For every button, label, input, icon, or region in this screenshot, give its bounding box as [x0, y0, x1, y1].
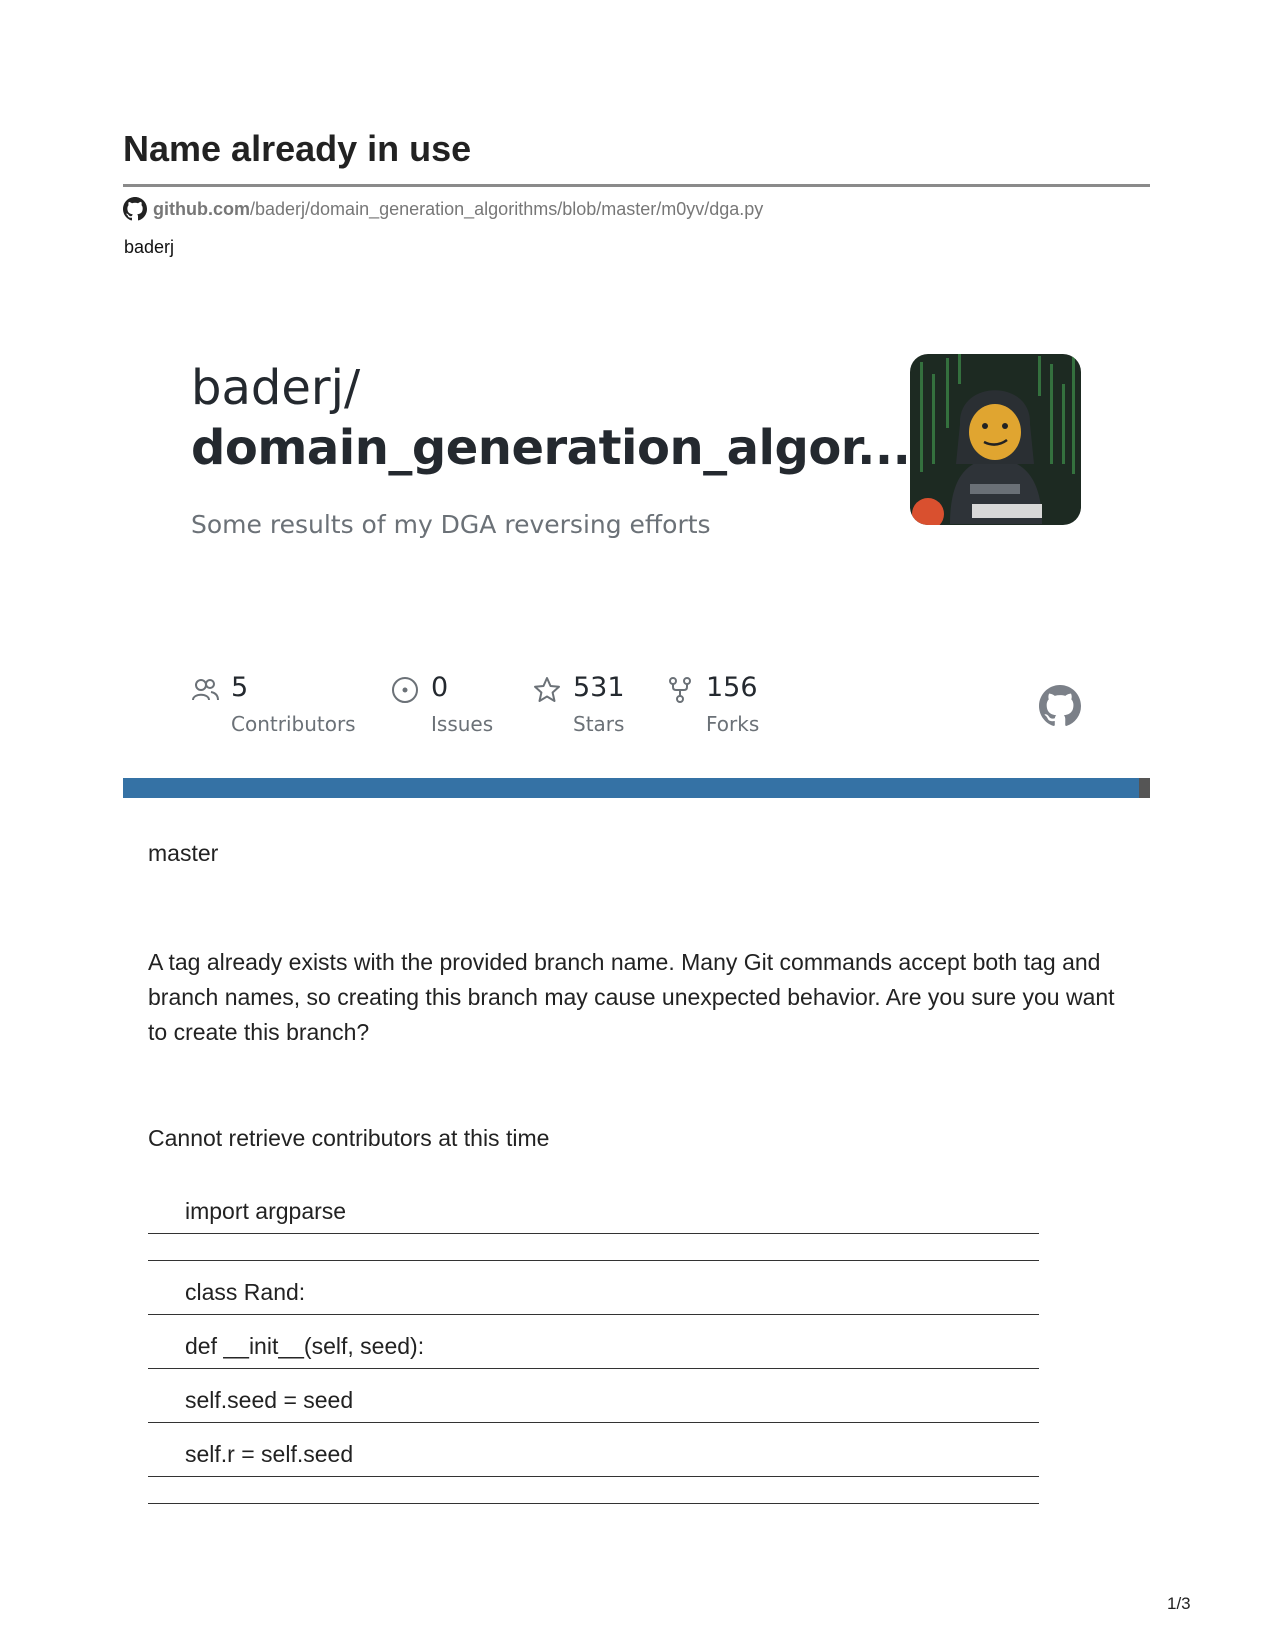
code-line — [148, 1315, 1039, 1369]
author-name: baderj — [124, 237, 175, 257]
code-line-text: def __init__(self, seed): — [185, 1333, 425, 1359]
source-link[interactable] — [123, 196, 763, 222]
page-number: 1/3 — [1167, 1594, 1191, 1613]
code-line — [148, 1261, 1039, 1315]
github-logo-icon — [1039, 685, 1081, 727]
code-line — [148, 1423, 1039, 1477]
branch-name: master — [148, 840, 219, 866]
code-line — [148, 1234, 1039, 1261]
code-listing — [148, 1180, 1039, 1504]
people-icon — [191, 676, 219, 704]
issues-count: 0 — [431, 672, 449, 703]
owner-avatar — [910, 354, 1081, 525]
code-line — [148, 1369, 1039, 1423]
repo-name: domain_generation_algor... — [191, 420, 911, 476]
code-line-text: self.r = self.seed — [185, 1441, 354, 1467]
repo-description: Some results of my DGA reversing efforts — [191, 510, 711, 539]
issue-icon — [391, 676, 419, 704]
source-path: /baderj/domain_generation_algorithms/blob/master/m0yv/dga.py — [250, 198, 764, 219]
source-domain: github.com — [153, 198, 250, 219]
code-line-text: import argparse — [185, 1198, 347, 1224]
title-divider — [123, 184, 1150, 187]
issues-label: Issues — [431, 712, 494, 736]
code-line-text: class Rand: — [185, 1279, 306, 1305]
contributors-note: Cannot retrieve contributors at this time — [148, 1125, 550, 1151]
code-line-text: self.seed = seed — [185, 1387, 354, 1413]
page-title: Name already in use — [123, 128, 472, 169]
code-line — [148, 1180, 1039, 1234]
repo-owner: baderj/ — [191, 360, 361, 416]
language-bar — [123, 778, 1150, 798]
stars-count: 531 — [573, 672, 625, 703]
branch-warning-text: A tag already exists with the provided branch name. Many Git commands accept both tag and branch names, so creating this branch may cause unexpected behavior. Are you sure you want to create this branch? — [148, 949, 1115, 1045]
contributors-count: 5 — [231, 672, 249, 703]
star-icon — [533, 676, 561, 704]
stars-label: Stars — [573, 712, 625, 736]
forks-label: Forks — [706, 712, 760, 736]
fork-icon — [666, 676, 694, 704]
github-icon — [123, 197, 147, 221]
code-line — [148, 1477, 1039, 1504]
forks-count: 156 — [706, 672, 758, 703]
language-bar-secondary — [1139, 778, 1150, 798]
contributors-label: Contributors — [231, 712, 356, 736]
